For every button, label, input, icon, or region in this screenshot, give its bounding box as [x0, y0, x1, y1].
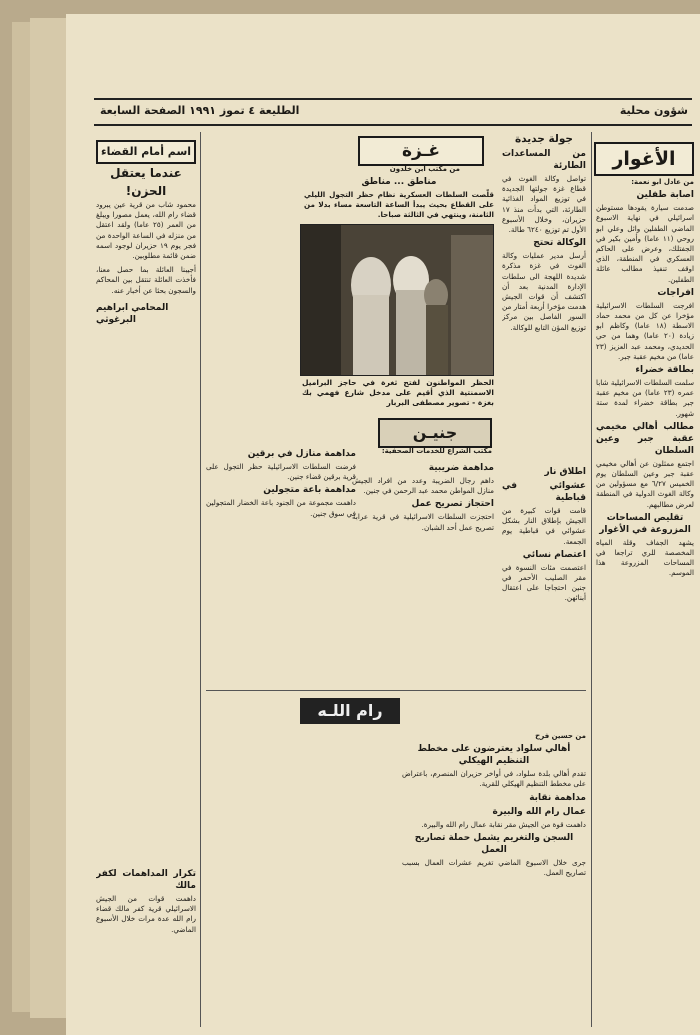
tax-raid-body: داهم رجال الضريبة وعدد من افراد الجيش منازل المواطن محمد عبد الرحمن في جنين. — [352, 476, 494, 496]
burqin-body: فرضت السلطات الاسرائيلية حظر التجول على قرية برقين قضاء جنين. — [206, 462, 356, 482]
jawla-title: جولة جديدة — [515, 133, 573, 145]
gaza-byline: من مكتب ابن خلدون — [389, 165, 460, 173]
qada-title: اسم أمام القضاء — [96, 140, 196, 164]
gaza-photo-image — [301, 225, 493, 375]
qabatiya-body: قامت قوات كبيرة من الجيش بإطلاق النار بشكل عشوائي في قباطية يوم الجمعة. — [502, 506, 586, 546]
silwad-body: تقدم أهالي بلدة سلواد، في أواخر حزيران المنصرم، باعتراض على مخطط التنظيم الهيكلي للقرية. — [402, 769, 586, 789]
gaza-title: غـزة — [358, 136, 484, 166]
ramallah-title: رام اللـه — [300, 698, 400, 724]
women-sitin-headline: اعتصام نسائي — [522, 549, 586, 560]
women-sitin-body: اعتصمت مئات النسوة في مقر الصليب الأحمر في جنين احتجاجا على اعتقال أبنائهن. — [502, 562, 586, 603]
gaza-photo-caption: الحظر المواطنون لفتح ثغرة في حاجز البراميل الاسمنتية الذي أقيم على مدخل شارع فهمي بك بغزة - تصوير مصطفى البربار — [302, 378, 494, 407]
gaza-subtitle: مناطق ... مناطق — [361, 177, 437, 187]
qabatiya-headline-1: اطلاق نار — [544, 467, 586, 477]
permits-body: جرى خلال الاسبوع الماضي تغريم عشرات العمال بسبب تصاريح العمل. — [402, 857, 586, 878]
jenin-right-column — [352, 460, 494, 680]
permit-headline: احتجاز تصريح عمل — [411, 499, 494, 510]
column-rule — [591, 132, 592, 1027]
gaza-lead-text: قلّصت السلطات العسكرية نظام حظر التجول الليلي على القطاع بحيث يبدأ الساعة التاسعة مساء بدلا من الثامنة، وينتهي في الثالثة صباحا. — [304, 190, 494, 220]
aghwar-headline-4: مطالب أهالي مخيمي عقبة جبر وعين السلطان — [596, 421, 694, 456]
jenin-title: جنيـن — [378, 418, 492, 448]
ramallah-right-column — [402, 730, 586, 1020]
jenin-left-column — [206, 446, 356, 686]
page-header — [94, 98, 692, 126]
aghwar-headline-2: افراجات — [657, 287, 694, 298]
union-body: داهمت قوة من الجيش مقر نقابة عمال رام الله والبيرة. — [421, 819, 586, 829]
qabatiya-headline-2: عشوائي في قباطية — [502, 481, 586, 503]
qada-body-2: أجيبنا العائلة بما حصل معنا، فأخذت العائلة تنتقل بين المحاكم والسجون بحثا عن أخبار عنه. — [96, 265, 196, 295]
qada-body: محمود شاب من قرية عين يبرود قضاء رام الله، يعمل مصورا ويبلغ من العمر (٢٥ عاما) ولقد اعتقل من منزله في الساعة الواحدة من فجر يوم ١٩ حزيران لوجود اسمه ضمن قائمة مطلوبين. — [96, 200, 196, 261]
jawla-subtitle-1: من المساعدات الطارئة — [502, 149, 586, 171]
issue-date: الطليعة ٤ تموز ١٩٩١ الصفحة السابعة — [100, 104, 300, 117]
aghwar-body-1: صدمت سيارة يقودها مستوطن اسرائيلي في نهاية الاسبوع الماضي الطفلين وائل وعلي ابو روحي (١١ عاما) وأمين بكير في الجفتلك، وعرض على الحاكم العسكري في المنطقة، الذي اوقف تنفيذ مطالب عائلة الطفلين. — [596, 203, 694, 284]
takrar-body: داهمت قوات من الجيش الاسرائيلي قرية كفر مالك قضاء رام الله عدة مرات خلال الأسبوع الماضي. — [96, 894, 196, 934]
aghwar-body-4: اجتمع ممثلون عن أهالي مخيمي عقبة جبر وعين السلطان يوم الخميس ٦/٢٧ مع مسؤولين من وكالة الغوث الدولية في المنطقة لعرض مطالبهم. — [596, 458, 694, 509]
jawla-body-1: تواصل وكالة الغوث في قطاع غزة جولتها الجديدة في توزيع المواد الغذائية الطارئة، التي بدأت منذ ١٧ حزيران، وخلال الأسبوع الأول تم توزيع ٦٢٤٠ طالة. — [502, 174, 586, 235]
qada-column — [96, 164, 196, 844]
permits-headline: السجن والتغريم يشمل حملة تصاريح العمل — [414, 832, 574, 855]
aghwar-byline: من عادل ابو نعمة: — [631, 178, 694, 186]
union-headline: مداهمة نقابة — [529, 792, 586, 803]
jawla-column — [502, 132, 586, 462]
gaza-photo — [300, 224, 494, 376]
aghwar-headline-5: تقليص المساحات المزروعة في الأغوار — [599, 512, 691, 535]
newspaper-page — [66, 14, 700, 1035]
burqin-headline: مداهمة منازل في برقين — [247, 449, 356, 459]
silwad-headline: أهالي سلواد يعترضون على مخطط التنظيم الهيكلي — [417, 744, 571, 767]
permit-body: احتجزت السلطات الاسرائيلية في قرية عرابة تصريح عمل أحد الشبان. — [352, 512, 494, 532]
jawla-subtitle-2: الوكالة تحتج — [533, 238, 586, 249]
column-rule-left — [200, 132, 201, 1027]
qada-subtitle: عندما يعتقل الحزن! — [110, 166, 182, 198]
jawla-column-2 — [502, 464, 586, 654]
aghwar-body-2: افرجت السلطات الاسرائيلية مؤخرا عن كل من محمد حماد الاسطة (١٨ عاما) وكاظم ابو زيادة (٢٠ عاما) وهما من حي الحديدي، ومحمد عبد العزيز (٢٣ عاما) من مخيم عقبة جبر. — [596, 300, 694, 361]
qada-signature: المحامي ابراهيم البرغوثي — [96, 302, 169, 325]
jawla-body-2: أرسل مدير عمليات وكالة الغوث في غزة مذكرة شديدة اللهجة الى سلطات الإدارة المدنية بعد أن اكتشف أن قوات الجيش هدمت مؤخرا أربعة أمتار من السور الفاصل بين مركز توزيع المؤن التابع للوكالة. — [502, 251, 586, 332]
aghwar-body-3: سلمت السلطات الاسرائيلية شابا عمره (٢٣ عاما) من مخيم عقبة جبر بطاقة خضراء لمدة ستة شهور. — [596, 378, 694, 418]
aghwar-headline-3: بطاقة خضراء — [635, 365, 694, 376]
tax-raid-headline: مداهمة ضريبية — [428, 463, 494, 473]
gaza-lead — [304, 174, 494, 222]
vendors-body: داهمت مجموعة من الجنود باعة الخضار المتجولين في سوق جنين. — [206, 498, 356, 518]
vendors-headline: مداهمة باعة متجولين — [263, 485, 356, 496]
ramallah-top-rule — [206, 690, 586, 691]
ramallah-byline: من حسين فرح — [535, 732, 586, 740]
aghwar-title: الأغوار — [594, 142, 694, 176]
aghwar-column — [596, 176, 694, 1028]
takrar-column — [96, 866, 196, 1006]
jenin-byline: مكتب الشراع للخدمات الصحفية: — [381, 447, 492, 455]
section-label: شؤون محلية — [619, 104, 688, 117]
aghwar-headline-1: اصابة طفلين — [636, 190, 694, 201]
union-headline-2: عمال رام الله والبيرة — [492, 806, 586, 817]
takrar-title: تكرار المداهمات لكفر مالك — [96, 869, 196, 891]
aghwar-body-5: يشهد الجفاف وقلة المياه المخصصة للري تراجعا في المساحات المزروعة هذا الموسم. — [596, 537, 694, 578]
